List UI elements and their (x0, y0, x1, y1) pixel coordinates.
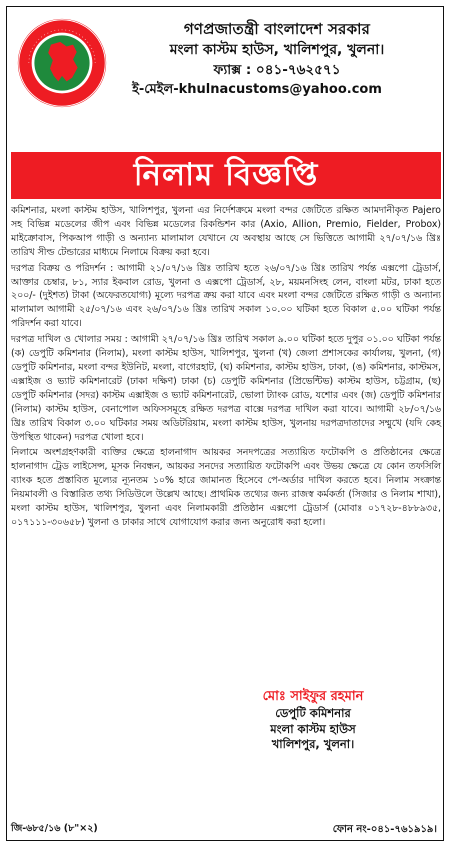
notice-reference: জি-৬৮৫/১৬ (৮"×২) (11, 823, 98, 834)
notice-header (7, 7, 443, 147)
paragraph-intro: কমিশনার, মংলা কাস্টম হাউস, খালিশপুর, খুলনা এর নির্দেশক্রমে মংলা বন্দর জেটিতে রক্ষিত আমদানীকৃত Pajero সহ বিভিন্ন মডেলের জীপ এবং বিভিন্ন মডেলের রিকন্ডিশন কার (Axio, Allion, Premio, Fielder, Probox) মাইক্রোবাস, পিকআপ গাড়ী ও অন্যান্য মালামাল যেখানে যে অবস্থায় আছে সে ভিত্তিতে আগামী ২৭/০৭/১৬ খ্রিঃ তারিখ সীল্ড টেন্ডারের মাধ্যমে নিলামে বিক্রয় করা হবে। (11, 205, 441, 258)
header-government-name: গণপ্রজাতন্ত্রী বাংলাদেশ সরকার (183, 20, 371, 38)
paragraph-submission-opening: দরপত্র দাখিল ও খোলার সময় : আগামী ২৭/০৭/১৬ খ্রিঃ তারিখ সকাল ৯.০০ ঘটিকা হতে দুপুর ০১.০০ ঘটিকা পর্যন্ত (ক) ডেপুটি কমিশনার (নিলাম), মংলা কাস্টম হাউস, খালিশপুর, খুলনা (খ) জেলা প্রশাসকের কার্যালয়, খুলনা, (গ) ডেপুটি কমিশনার, মংলা বন্দর ইউনিট, মংলা, বাগেরহাট, (ঘ) কমিশনার, কাস্টম হাউস, ঢাকা, (ঙ) কমিশনার, কাস্টমস, এক্সাইজ ও ভ্যাট কমিশনারেট (ঢাকা দক্ষিণ) ঢাকা (চ) ডেপুটি কমিশনার (প্রিভেন্টিভ) কাস্টম হাউস, চট্টগ্রাম, (ছ) ডেপুটি কমিশনার (সদর) কাস্টম এক্সাইজ ও ভ্যাট কমিশনারেট, ভোলা ট্যাংক রোড, যশোর এবং (জ) ডেপুটি কমিশনার (নিলাম) কাস্টম হাউস, বেনাপোল অফিসসমূহে রক্ষিত দরপত্র বাক্সে দরপত্র দাখিল করা যাবে। আগামী ২৮/০৭/১৬ খ্রিঃ তারিখ বিকাল ৩.০০ ঘটিকার সময় অডিটরিয়াম, মংলা কাস্টম হাউস, খুলনায় দরপত্রদাতাদের সম্মুখে (যদি কেহ উপস্থিত থাকেন) দরপত্র খোলা হবে। (11, 334, 441, 443)
header-office-address: মংলা কাস্টম হাউস, খালিশপুর, খুলনা। (169, 42, 385, 58)
contact-phone: ফোন নং-০৪১-৭৬১৯১৯। (332, 824, 437, 835)
signatory-place: খালিশপুর, খুলনা। (271, 737, 355, 751)
signature-block (203, 687, 423, 753)
paragraph-requirements: নিলামে অংশগ্রহণকারী ব্যক্তির ক্ষেত্রে হালনাগাদ আয়কর সনদপত্রের সত্যায়িত ফটোকপি ও প্রতিষ্ঠানের ক্ষেত্রে হালনাগাদ ট্রেড লাইসেন্স, মূসক নিবন্ধন, আয়কর সনদের সত্যায়িত ফটোকপি এবং উভয় ক্ষেত্রে যে কোন তফসিলি ব্যাংক হতে প্রস্তাবিত মূল্যের ন্যূনতম ১০% হারে জামানত হিসেবে পে-অর্ডার দাখিল করতে হবে। নিলাম সংক্রান্ত নিয়মাবলী ও বিস্তারিত তথ্য সিডিউলে উল্লেখ আছে। প্রাথমিক তথ্যের জন্য রাজস্ব কর্মকর্তা (সিজার ও নিলাম শাখা), মংলা কাস্টম হাউস, খালিশপুর, খুলনা এবং নিলামকারী প্রতিষ্ঠান এক্সপো ট্রেডার্স (মোবাঃ ০১৭২৮-৪৮৮৯৩৫, ০১৭১১১-৩০৬৫৮) খুলনা ও ঢাকার সাথে যোগাযোগ করার জন্য অনুরোধ করা হলো। (11, 447, 441, 528)
header-email: ই-মেইল-khulnacustoms@yahoo.com (132, 82, 382, 97)
notice-body (10, 204, 442, 530)
notice-page (6, 6, 444, 841)
signatory-designation: ডেপুটি কমিশনার (275, 706, 351, 720)
signatory-office: মংলা কাস্টম হাউস (270, 721, 356, 736)
header-fax: ফ্যাক্স : ০৪১-৭৬২৫৭১ (213, 62, 341, 78)
header-text-block (117, 19, 437, 100)
signatory-name: মোঃ সাইফুর রহমান (262, 689, 364, 704)
notice-title-banner: নিলাম বিজ্ঞপ্তি (11, 152, 441, 199)
paragraph-sale-inspection: দরপত্র বিক্রয় ও পরিদর্শন : আগামী ২১/০৭/১৬ খ্রিঃ তারিখ হতে ২৬/০৭/১৬ খ্রিঃ তারিখ পর্যন্ত এক্সপো ট্রেডার্স, আক্তার চেম্বার, ৮১, স্যার ইকবাল রোড, খুলনা ও এক্সপো ট্রেডার্স, ২৮, ময়মনসিংহ লেন, বাংলা মটর, ঢাকা হতে ২০০/- (দুইশত) টাকা (অফেরতযোগ্য) মূল্যে দরপত্র ক্রয় করা যাবে এবং মংলা বন্দর জেটিতে রক্ষিত গাড়ী ও অন্যান্য মালামাল আগামী ২৫/০৭/১৬ এবং ২৬/০৭/১৬ খ্রিঃ তারিখ সকাল ১০.০০ ঘটিকা হতে বিকাল ৫.০০ ঘটিকা পর্যন্ত পরিদর্শন করা যাবে। (11, 262, 441, 330)
